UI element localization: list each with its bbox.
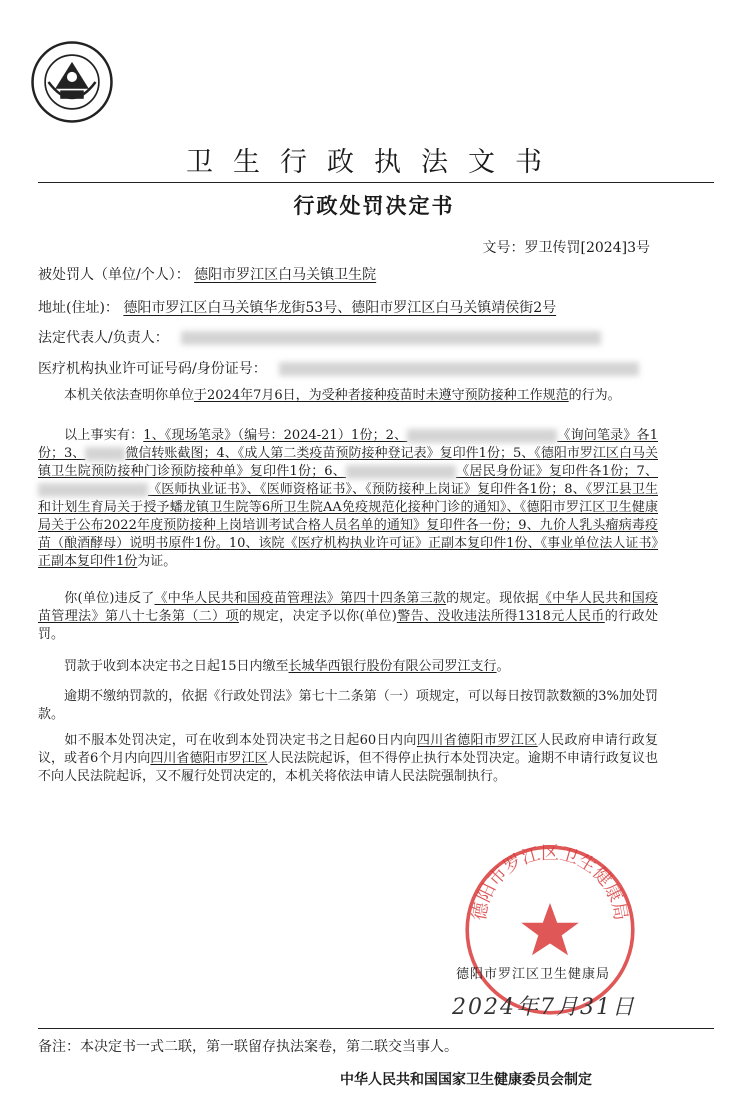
note: 备注：本决定书一式二联，第一联留存执法案卷，第二联交当事人。 [38, 1039, 458, 1055]
note-divider [38, 1028, 714, 1029]
redacted-block [279, 362, 639, 376]
text-span: 的规定，决定予以你(单位) [238, 609, 397, 624]
redacted-block [407, 429, 557, 443]
underlined-span: 微信转账截图；4、《成人第二类疫苗预防接种登记表》复印件1份；5、《德阳市罗江区白马关镇卫生院预防接种门诊预防接种单》复印件1份；6、 [38, 446, 658, 479]
underlined-span: 《居民身份证》复印件各1份；7、 [455, 464, 658, 479]
field-address-value: 德阳市罗江区白马关镇华龙街53号、德阳市罗江区白马关镇靖侯街2号 [123, 300, 557, 316]
text-span: 逾期不缴纳罚款的，依据《行政处罚法》第七十二条第（一）项规定，可以每日按罚款数额的3%加处罚款。 [38, 689, 658, 722]
redacted-block [346, 465, 456, 479]
redacted-block [85, 447, 125, 461]
page-subtitle: 行政处罚决定书 [293, 194, 455, 218]
text-span: 如不服本处罚决定，可在收到本处罚决定书之日起60日内向 [64, 733, 417, 748]
field-party-label: 被处罚人（单位/个人）： [38, 267, 190, 283]
text-span: 的行为。 [568, 388, 621, 403]
text-span: 。 [496, 659, 510, 674]
underlined-span: 警告、没收违法所得1318元人民币 [396, 609, 605, 624]
field-rep [38, 327, 601, 347]
paragraph-overdue [38, 688, 658, 724]
paragraph-payment [38, 658, 658, 676]
underlined-span: 长城华西银行股份有限公司罗江支行 [288, 659, 497, 674]
text-span: 你(单位)违反了 [64, 591, 155, 606]
paragraph-finding [38, 387, 658, 405]
issuing-organization: 德阳市罗江区卫生健康局 [456, 967, 611, 982]
text-span: 以上事实有： [64, 428, 144, 443]
field-license-label: 医疗机构执业许可证号码/身份证号： [38, 361, 267, 377]
text-span: 人民法院起诉，但不得停止执行本处罚决定。逾期不申请行政复议也不向人民法院起诉，又不履行处罚决定的，本机关将依法申请人民法院强制执行。 [38, 751, 658, 784]
footer: 中华人民共和国国家卫生健康委员会制定 [340, 1072, 592, 1088]
handwritten-date: 2024年7月31日 [452, 995, 636, 1020]
text-span: 本机关依法查明你单位 [64, 388, 195, 403]
field-party [38, 264, 376, 284]
field-party-value: 德阳市罗江区白马关镇卫生院 [194, 267, 377, 283]
paragraph-appeal [38, 732, 658, 786]
underlined-span: 四川省德阳市罗江区 [150, 751, 268, 766]
national-health-emblem-icon [30, 40, 114, 124]
field-rep-label: 法定代表人/负责人： [38, 330, 169, 346]
underlined-span: 《询问笔录》各1份；3、 [38, 428, 658, 461]
underlined-span: 《医师执业证书》、《医师资格证书》、《预防接种上岗证》复印件各1份；8、《罗江县卫生和计划生育局关于授予蟠龙镇卫生院等6所卫生院AA免疫规范化接种门诊的通知》、《德阳市罗江区卫生健康局关于公布2022年度预防接种上岗培训考试合格人员名单的通知》复印件各一份；9、九价人乳头瘤病毒疫苗（酿酒酵母）说明书原件1份。10、该院《医疗机构执业许可证》正副本复印件1份、《事业单位法人证书》正副本复印件1份 [38, 482, 658, 569]
field-license [38, 358, 639, 378]
paragraph-evidence [38, 427, 658, 571]
doc-number: 文号：罗卫传罚[2024]3号 [482, 240, 650, 256]
redacted-block [181, 331, 601, 345]
redacted-block [38, 483, 148, 497]
svg-text:德阳市罗江区卫生健康局: 德阳市罗江区卫生健康局 [468, 843, 632, 923]
underlined-span: 四川省德阳市罗江区 [416, 733, 538, 748]
text-span: 罚款于收到本决定书之日起15日内缴至 [64, 659, 289, 674]
paragraph-violation [38, 590, 658, 644]
underlined-span: 《中华人民共和国疫苗管理法》第八十七条第（二）项 [38, 591, 658, 624]
text-span: 的行政处罚。 [38, 609, 658, 642]
text-span: 的规定。现依据 [446, 591, 539, 606]
text-span: 为证。 [137, 554, 177, 569]
title-divider [38, 182, 714, 183]
underlined-span: 《中华人民共和国疫苗管理法》第四十四条第三款 [154, 591, 447, 606]
field-address-label: 地址(住址)： [38, 300, 119, 316]
field-address [38, 297, 556, 317]
doc-title: 卫生行政执法文书 [186, 147, 562, 178]
text-span: 人民政府申请行政复议，或者6个月内向 [38, 733, 658, 766]
underlined-span: 1、《现场笔录》（编号：2024-21）1份；2、 [143, 428, 408, 443]
underlined-span: 于2024年7月6日，为受种者接种疫苗时未遵守预防接种工作规范 [194, 388, 569, 403]
